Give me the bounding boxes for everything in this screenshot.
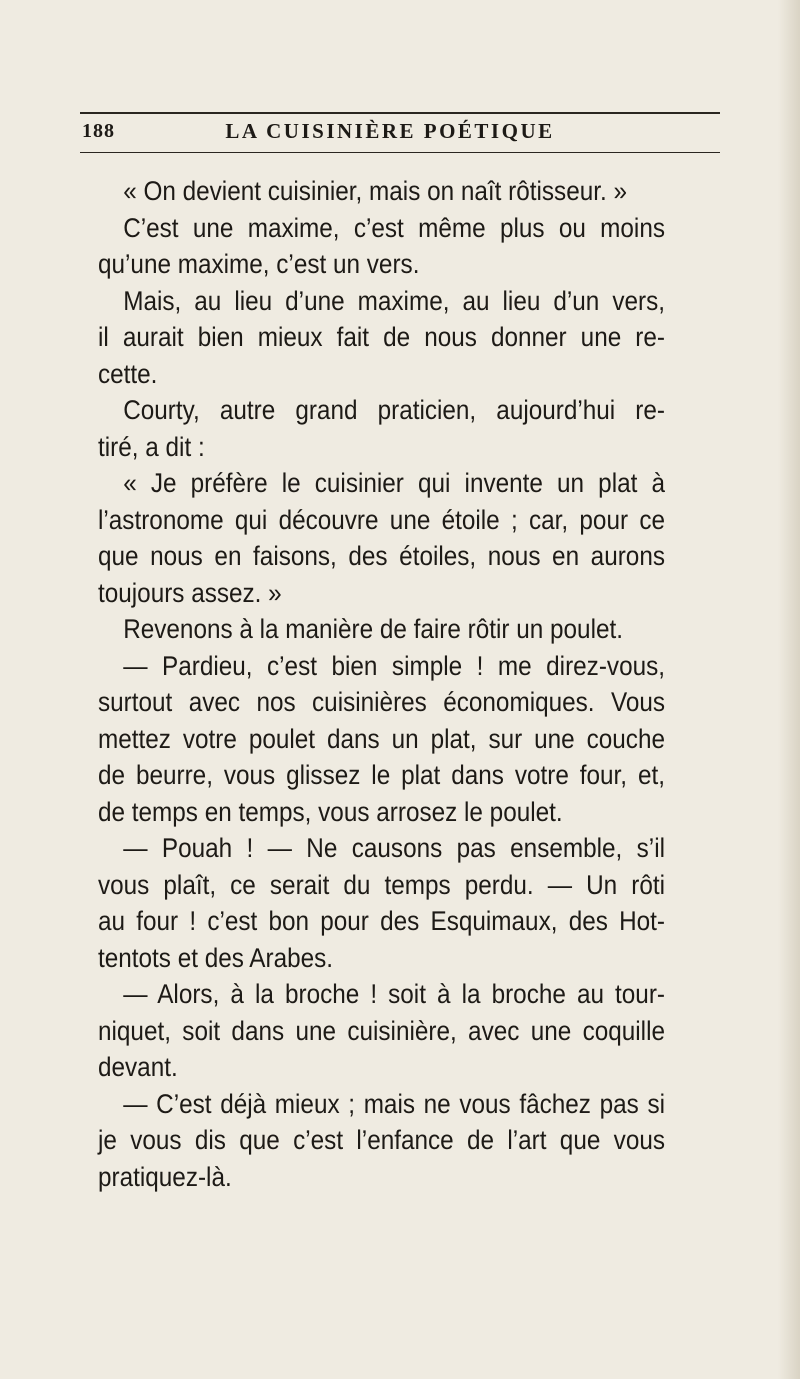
paragraph [98,283,665,393]
text-line: de beurre, vous glissez le plat dans votre four, et, [98,760,665,790]
header-rule-bottom [80,152,720,153]
body-text [98,173,665,1195]
paragraph [98,210,665,283]
header-rule-top [80,112,720,114]
text-line: je vous dis que c’est l’enfance de l’art que vous [98,1125,665,1155]
text-line: mettez votre poulet dans un plat, sur une couche [98,723,665,754]
text-line: Revenons à la manière de faire rôtir un poulet. [123,614,623,644]
paragraph [98,611,665,648]
text-line: que nous en faisons, des étoiles, nous en aurons [98,541,665,571]
text-line: — Pouah ! — Ne causons pas ensemble, s’il [123,833,665,863]
text-line: — C’est déjà mieux ; mais ne vous fâchez pas si [123,1088,665,1119]
page-edge-shadow [778,0,800,1379]
text-line: pratiquez-là. [98,1161,232,1192]
text-line: niquet, soit dans une cuisinière, avec une coquille [98,1015,665,1046]
paragraph [98,648,665,831]
page-header [80,112,720,152]
page-number: 188 [82,120,115,142]
paragraph [98,830,665,976]
text-line: « Je préfère le cuisinier qui invente un plat à [123,468,665,498]
text-line: au four ! c’est bon pour des Esquimaux, des Hot- [98,906,665,936]
text-line: de temps en temps, vous arrosez le poulet. [98,796,563,827]
text-line: — Pardieu, c’est bien simple ! me direz-vous, [123,650,665,681]
paragraph [98,173,665,210]
text-line: l’astronome qui découvre une étoile ; car, pour ce [98,504,665,535]
paragraph [98,1086,665,1196]
paragraph [98,392,665,465]
text-line: tiré, a dit : [98,431,205,462]
paragraph [98,976,665,1086]
text-line: vous plaît, ce serait du temps perdu. — Un rôti [98,869,665,900]
text-line: qu’une maxime, c’est un vers. [98,249,420,279]
text-line: il aurait bien mieux fait de nous donner une re- [98,322,665,352]
text-line: Mais, au lieu d’une maxime, au lieu d’un vers, [123,285,665,316]
text-line: — Alors, à la broche ! soit à la broche au tour- [123,979,665,1009]
text-line: tentots et des Arabes. [98,942,334,973]
text-line: surtout avec nos cuisinières économiques. Vous [98,687,665,717]
text-line: toujours assez. » [98,577,282,608]
text-line: devant. [98,1052,178,1082]
running-title: LA CUISINIÈRE POÉTIQUE [225,119,555,143]
text-line: Courty, autre grand praticien, aujourd’hui re- [123,395,665,425]
text-line: C’est une maxime, c’est même plus ou moins [123,212,665,243]
paragraph [98,465,665,611]
text-line: « On devient cuisinier, mais on naît rôtisseur. » [123,176,628,206]
text-line: cette. [98,358,158,389]
